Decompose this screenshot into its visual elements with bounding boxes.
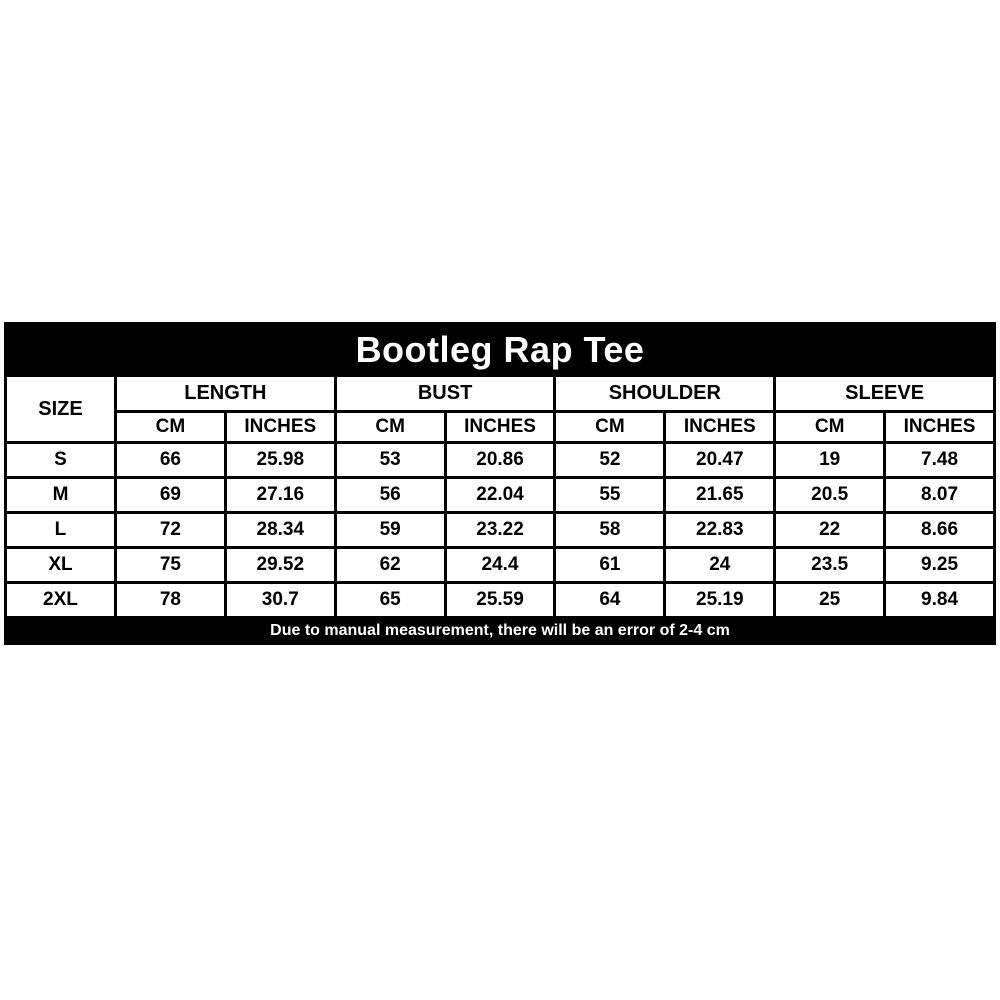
sleeve-cm-cell: 25: [775, 583, 885, 618]
bust-cm-cell: 56: [335, 478, 445, 513]
bust-cm-cell: 59: [335, 513, 445, 548]
measurement-note: Due to manual measurement, there will be an error of 2-4 cm: [6, 618, 995, 644]
shoulder-inches-cell: 25.19: [665, 583, 775, 618]
table-row-m: [6, 478, 995, 513]
sleeve-inches-cell: 7.48: [885, 443, 995, 478]
column-header-size: SIZE: [6, 376, 116, 443]
size-cell: M: [6, 478, 116, 513]
sleeve-cm-cell: 20.5: [775, 478, 885, 513]
sleeve-inches-cell: 8.66: [885, 513, 995, 548]
size-cell: S: [6, 443, 116, 478]
bust-cm-cell: 62: [335, 548, 445, 583]
size-cell: XL: [6, 548, 116, 583]
column-group-shoulder: SHOULDER: [555, 376, 775, 412]
length-inches-cell: 28.34: [225, 513, 335, 548]
length-inches-cell: 27.16: [225, 478, 335, 513]
unit-header-bust-inches: INCHES: [445, 412, 555, 443]
chart-title: Bootleg Rap Tee: [6, 324, 995, 376]
unit-header-sleeve-cm: CM: [775, 412, 885, 443]
size-cell: L: [6, 513, 116, 548]
table-row-s: [6, 443, 995, 478]
unit-header-row: [6, 412, 995, 443]
sleeve-cm-cell: 19: [775, 443, 885, 478]
length-cm-cell: 69: [115, 478, 225, 513]
unit-header-sleeve-inches: INCHES: [885, 412, 995, 443]
column-group-length: LENGTH: [115, 376, 335, 412]
title-bar: [6, 324, 995, 376]
bust-inches-cell: 25.59: [445, 583, 555, 618]
bust-cm-cell: 65: [335, 583, 445, 618]
size-cell: 2XL: [6, 583, 116, 618]
unit-header-shoulder-cm: CM: [555, 412, 665, 443]
table-row-2xl: [6, 583, 995, 618]
shoulder-cm-cell: 58: [555, 513, 665, 548]
length-cm-cell: 66: [115, 443, 225, 478]
bust-inches-cell: 20.86: [445, 443, 555, 478]
column-group-bust: BUST: [335, 376, 555, 412]
length-cm-cell: 75: [115, 548, 225, 583]
shoulder-inches-cell: 20.47: [665, 443, 775, 478]
footnote-bar: [6, 618, 995, 644]
shoulder-cm-cell: 61: [555, 548, 665, 583]
unit-header-length-cm: CM: [115, 412, 225, 443]
group-header-row: [6, 376, 995, 412]
length-cm-cell: 72: [115, 513, 225, 548]
shoulder-cm-cell: 64: [555, 583, 665, 618]
table-row-l: [6, 513, 995, 548]
bust-cm-cell: 53: [335, 443, 445, 478]
unit-header-shoulder-inches: INCHES: [665, 412, 775, 443]
sleeve-inches-cell: 9.84: [885, 583, 995, 618]
shoulder-inches-cell: 21.65: [665, 478, 775, 513]
length-cm-cell: 78: [115, 583, 225, 618]
unit-header-bust-cm: CM: [335, 412, 445, 443]
shoulder-inches-cell: 24: [665, 548, 775, 583]
sleeve-cm-cell: 23.5: [775, 548, 885, 583]
bust-inches-cell: 23.22: [445, 513, 555, 548]
unit-header-length-inches: INCHES: [225, 412, 335, 443]
size-chart-table: [4, 322, 996, 645]
column-group-sleeve: SLEEVE: [775, 376, 995, 412]
shoulder-cm-cell: 52: [555, 443, 665, 478]
length-inches-cell: 25.98: [225, 443, 335, 478]
length-inches-cell: 30.7: [225, 583, 335, 618]
shoulder-cm-cell: 55: [555, 478, 665, 513]
sleeve-inches-cell: 9.25: [885, 548, 995, 583]
bust-inches-cell: 24.4: [445, 548, 555, 583]
table-row-xl: [6, 548, 995, 583]
shoulder-inches-cell: 22.83: [665, 513, 775, 548]
sleeve-inches-cell: 8.07: [885, 478, 995, 513]
sleeve-cm-cell: 22: [775, 513, 885, 548]
length-inches-cell: 29.52: [225, 548, 335, 583]
bust-inches-cell: 22.04: [445, 478, 555, 513]
